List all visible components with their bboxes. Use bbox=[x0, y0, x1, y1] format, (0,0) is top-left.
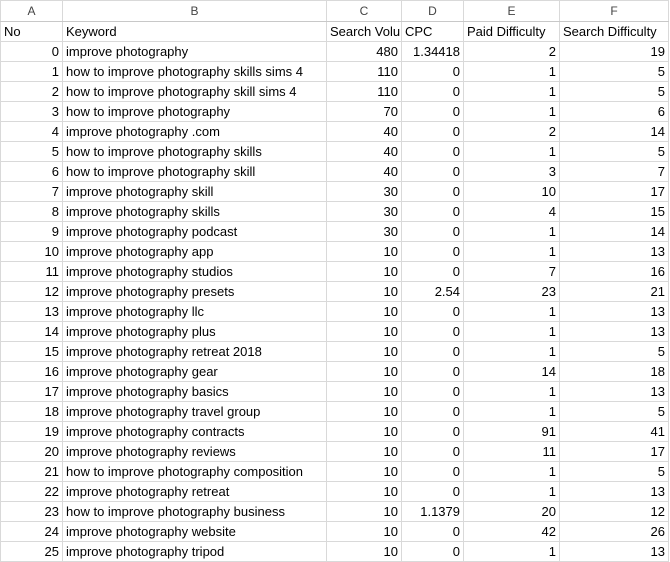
cell-search-difficulty[interactable]: 5 bbox=[560, 142, 669, 162]
cell-no[interactable]: 10 bbox=[1, 242, 63, 262]
table-row bbox=[1, 282, 669, 302]
header-search-volume[interactable]: Search Volu bbox=[327, 22, 402, 42]
cell-keyword[interactable]: improve photography tripod bbox=[63, 542, 327, 562]
cell-cpc[interactable]: 0 bbox=[402, 162, 464, 182]
table-row bbox=[1, 262, 669, 282]
cell-paid-difficulty[interactable]: 14 bbox=[464, 362, 560, 382]
table-row bbox=[1, 322, 669, 342]
cell-paid-difficulty[interactable]: 1 bbox=[464, 382, 560, 402]
cell-search-volume[interactable]: 70 bbox=[327, 102, 402, 122]
cell-search-difficulty[interactable]: 13 bbox=[560, 542, 669, 562]
cell-search-volume[interactable]: 110 bbox=[327, 82, 402, 102]
cell-no[interactable]: 20 bbox=[1, 442, 63, 462]
cell-search-difficulty[interactable]: 14 bbox=[560, 122, 669, 142]
cell-cpc[interactable]: 0 bbox=[402, 542, 464, 562]
cell-search-volume[interactable]: 10 bbox=[327, 342, 402, 362]
cell-no[interactable]: 17 bbox=[1, 382, 63, 402]
cell-search-difficulty[interactable]: 5 bbox=[560, 462, 669, 482]
cell-paid-difficulty[interactable]: 91 bbox=[464, 422, 560, 442]
cell-search-difficulty[interactable]: 13 bbox=[560, 242, 669, 262]
cell-search-volume[interactable]: 30 bbox=[327, 182, 402, 202]
cell-keyword[interactable]: improve photography presets bbox=[63, 282, 327, 302]
cell-search-volume[interactable]: 10 bbox=[327, 542, 402, 562]
cell-keyword[interactable]: improve photography reviews bbox=[63, 442, 327, 462]
cell-keyword[interactable]: how to improve photography skill bbox=[63, 162, 327, 182]
cell-keyword[interactable]: how to improve photography skills sims 4 bbox=[63, 62, 327, 82]
cell-search-difficulty[interactable]: 18 bbox=[560, 362, 669, 382]
table-row bbox=[1, 302, 669, 322]
cell-search-volume[interactable]: 30 bbox=[327, 222, 402, 242]
cell-no[interactable]: 7 bbox=[1, 182, 63, 202]
column-letter-row bbox=[1, 1, 669, 22]
cell-search-difficulty[interactable]: 26 bbox=[560, 522, 669, 542]
cell-search-difficulty[interactable]: 17 bbox=[560, 182, 669, 202]
cell-cpc[interactable]: 1.1379 bbox=[402, 502, 464, 522]
cell-keyword[interactable]: improve photography podcast bbox=[63, 222, 327, 242]
table-row bbox=[1, 542, 669, 562]
cell-paid-difficulty[interactable]: 1 bbox=[464, 482, 560, 502]
cell-paid-difficulty[interactable]: 1 bbox=[464, 542, 560, 562]
cell-cpc[interactable]: 0 bbox=[402, 122, 464, 142]
cell-search-volume[interactable]: 10 bbox=[327, 382, 402, 402]
cell-no[interactable]: 4 bbox=[1, 122, 63, 142]
cell-cpc[interactable]: 0 bbox=[402, 82, 464, 102]
cell-paid-difficulty[interactable]: 1 bbox=[464, 462, 560, 482]
cell-paid-difficulty[interactable]: 20 bbox=[464, 502, 560, 522]
cell-cpc[interactable]: 0 bbox=[402, 522, 464, 542]
cell-search-difficulty[interactable]: 21 bbox=[560, 282, 669, 302]
column-letter-f[interactable]: F bbox=[560, 1, 669, 22]
cell-no[interactable]: 1 bbox=[1, 62, 63, 82]
cell-paid-difficulty[interactable]: 1 bbox=[464, 62, 560, 82]
cell-cpc[interactable]: 0 bbox=[402, 202, 464, 222]
cell-keyword[interactable]: how to improve photography skill sims 4 bbox=[63, 82, 327, 102]
cell-paid-difficulty[interactable]: 1 bbox=[464, 102, 560, 122]
cell-no[interactable]: 21 bbox=[1, 462, 63, 482]
cell-no[interactable]: 19 bbox=[1, 422, 63, 442]
table-row bbox=[1, 122, 669, 142]
cell-search-volume[interactable]: 10 bbox=[327, 402, 402, 422]
cell-no[interactable]: 3 bbox=[1, 102, 63, 122]
cell-paid-difficulty[interactable]: 11 bbox=[464, 442, 560, 462]
cell-search-volume[interactable]: 10 bbox=[327, 242, 402, 262]
cell-paid-difficulty[interactable]: 10 bbox=[464, 182, 560, 202]
cell-keyword[interactable]: improve photography gear bbox=[63, 362, 327, 382]
cell-search-volume[interactable]: 10 bbox=[327, 302, 402, 322]
cell-keyword[interactable]: how to improve photography business bbox=[63, 502, 327, 522]
cell-search-volume[interactable]: 40 bbox=[327, 142, 402, 162]
cell-paid-difficulty[interactable]: 1 bbox=[464, 302, 560, 322]
cell-no[interactable]: 14 bbox=[1, 322, 63, 342]
cell-cpc[interactable]: 0 bbox=[402, 482, 464, 502]
cell-keyword[interactable]: how to improve photography composition bbox=[63, 462, 327, 482]
cell-keyword[interactable]: improve photography retreat 2018 bbox=[63, 342, 327, 362]
table-row bbox=[1, 142, 669, 162]
cell-no[interactable]: 15 bbox=[1, 342, 63, 362]
cell-no[interactable]: 25 bbox=[1, 542, 63, 562]
cell-search-difficulty[interactable]: 15 bbox=[560, 202, 669, 222]
cell-search-difficulty[interactable]: 41 bbox=[560, 422, 669, 442]
cell-search-volume[interactable]: 10 bbox=[327, 502, 402, 522]
cell-search-volume[interactable]: 10 bbox=[327, 482, 402, 502]
cell-keyword[interactable]: improve photography retreat bbox=[63, 482, 327, 502]
table-row bbox=[1, 202, 669, 222]
cell-no[interactable]: 8 bbox=[1, 202, 63, 222]
cell-search-difficulty[interactable]: 5 bbox=[560, 402, 669, 422]
cell-paid-difficulty[interactable]: 3 bbox=[464, 162, 560, 182]
table-row bbox=[1, 362, 669, 382]
cell-paid-difficulty[interactable]: 4 bbox=[464, 202, 560, 222]
cell-keyword[interactable]: improve photography bbox=[63, 42, 327, 62]
cell-cpc[interactable]: 0 bbox=[402, 242, 464, 262]
cell-cpc[interactable]: 0 bbox=[402, 302, 464, 322]
cell-search-difficulty[interactable]: 5 bbox=[560, 62, 669, 82]
cell-search-volume[interactable]: 40 bbox=[327, 122, 402, 142]
table-row bbox=[1, 222, 669, 242]
column-letter-e[interactable]: E bbox=[464, 1, 560, 22]
cell-no[interactable]: 18 bbox=[1, 402, 63, 422]
cell-no[interactable]: 11 bbox=[1, 262, 63, 282]
cell-search-difficulty[interactable]: 16 bbox=[560, 262, 669, 282]
cell-keyword[interactable]: improve photography llc bbox=[63, 302, 327, 322]
cell-paid-difficulty[interactable]: 1 bbox=[464, 142, 560, 162]
cell-no[interactable]: 24 bbox=[1, 522, 63, 542]
cell-search-difficulty[interactable]: 5 bbox=[560, 342, 669, 362]
cell-no[interactable]: 16 bbox=[1, 362, 63, 382]
cell-no[interactable]: 6 bbox=[1, 162, 63, 182]
cell-cpc[interactable]: 0 bbox=[402, 442, 464, 462]
table-row bbox=[1, 82, 669, 102]
cell-no[interactable]: 9 bbox=[1, 222, 63, 242]
table-row bbox=[1, 422, 669, 442]
cell-search-difficulty[interactable]: 6 bbox=[560, 102, 669, 122]
cell-paid-difficulty[interactable]: 1 bbox=[464, 222, 560, 242]
cell-paid-difficulty[interactable]: 1 bbox=[464, 82, 560, 102]
table-row bbox=[1, 42, 669, 62]
cell-paid-difficulty[interactable]: 1 bbox=[464, 342, 560, 362]
cell-keyword[interactable]: improve photography studios bbox=[63, 262, 327, 282]
cell-cpc[interactable]: 1.34418 bbox=[402, 42, 464, 62]
cell-no[interactable]: 22 bbox=[1, 482, 63, 502]
column-letter-c[interactable]: C bbox=[327, 1, 402, 22]
cell-keyword[interactable]: improve photography .com bbox=[63, 122, 327, 142]
cell-cpc[interactable]: 0 bbox=[402, 222, 464, 242]
cell-keyword[interactable]: improve photography app bbox=[63, 242, 327, 262]
cell-no[interactable]: 23 bbox=[1, 502, 63, 522]
header-search-difficulty[interactable]: Search Difficulty bbox=[560, 22, 669, 42]
table-row bbox=[1, 382, 669, 402]
cell-no[interactable]: 0 bbox=[1, 42, 63, 62]
cell-paid-difficulty[interactable]: 1 bbox=[464, 402, 560, 422]
column-letter-a[interactable]: A bbox=[1, 1, 63, 22]
header-cpc[interactable]: CPC bbox=[402, 22, 464, 42]
table-row bbox=[1, 442, 669, 462]
cell-no[interactable]: 13 bbox=[1, 302, 63, 322]
cell-no[interactable]: 2 bbox=[1, 82, 63, 102]
cell-cpc[interactable]: 0 bbox=[402, 422, 464, 442]
cell-cpc[interactable]: 0 bbox=[402, 402, 464, 422]
cell-search-volume[interactable]: 10 bbox=[327, 442, 402, 462]
table-row bbox=[1, 62, 669, 82]
cell-cpc[interactable]: 0 bbox=[402, 262, 464, 282]
cell-cpc[interactable]: 2.54 bbox=[402, 282, 464, 302]
cell-cpc[interactable]: 0 bbox=[402, 142, 464, 162]
table-row bbox=[1, 462, 669, 482]
table-row bbox=[1, 182, 669, 202]
cell-no[interactable]: 12 bbox=[1, 282, 63, 302]
column-letter-d[interactable]: D bbox=[402, 1, 464, 22]
cell-search-volume[interactable]: 10 bbox=[327, 262, 402, 282]
table-row bbox=[1, 482, 669, 502]
cell-keyword[interactable]: how to improve photography bbox=[63, 102, 327, 122]
cell-paid-difficulty[interactable]: 7 bbox=[464, 262, 560, 282]
header-paid-difficulty[interactable]: Paid Difficulty bbox=[464, 22, 560, 42]
header-row bbox=[1, 22, 669, 42]
cell-search-difficulty[interactable]: 13 bbox=[560, 302, 669, 322]
cell-cpc[interactable]: 0 bbox=[402, 322, 464, 342]
cell-search-difficulty[interactable]: 13 bbox=[560, 322, 669, 342]
cell-search-volume[interactable]: 10 bbox=[327, 422, 402, 442]
cell-cpc[interactable]: 0 bbox=[402, 342, 464, 362]
cell-search-difficulty[interactable]: 13 bbox=[560, 482, 669, 502]
cell-paid-difficulty[interactable]: 2 bbox=[464, 122, 560, 142]
cell-search-volume[interactable]: 10 bbox=[327, 462, 402, 482]
cell-search-volume[interactable]: 10 bbox=[327, 362, 402, 382]
cell-search-difficulty[interactable]: 14 bbox=[560, 222, 669, 242]
table-row bbox=[1, 242, 669, 262]
cell-search-difficulty[interactable]: 12 bbox=[560, 502, 669, 522]
table-row bbox=[1, 402, 669, 422]
header-no[interactable]: No bbox=[1, 22, 63, 42]
cell-no[interactable]: 5 bbox=[1, 142, 63, 162]
cell-cpc[interactable]: 0 bbox=[402, 462, 464, 482]
table-row bbox=[1, 102, 669, 122]
cell-cpc[interactable]: 0 bbox=[402, 362, 464, 382]
cell-search-volume[interactable]: 10 bbox=[327, 282, 402, 302]
cell-paid-difficulty[interactable]: 42 bbox=[464, 522, 560, 542]
cell-keyword[interactable]: improve photography plus bbox=[63, 322, 327, 342]
cell-search-volume[interactable]: 40 bbox=[327, 162, 402, 182]
table-row bbox=[1, 342, 669, 362]
table-row bbox=[1, 162, 669, 182]
cell-paid-difficulty[interactable]: 1 bbox=[464, 322, 560, 342]
cell-keyword[interactable]: improve photography skill bbox=[63, 182, 327, 202]
cell-paid-difficulty[interactable]: 2 bbox=[464, 42, 560, 62]
cell-search-difficulty[interactable]: 17 bbox=[560, 442, 669, 462]
cell-search-volume[interactable]: 110 bbox=[327, 62, 402, 82]
cell-keyword[interactable]: improve photography skills bbox=[63, 202, 327, 222]
cell-search-volume[interactable]: 30 bbox=[327, 202, 402, 222]
cell-keyword[interactable]: improve photography travel group bbox=[63, 402, 327, 422]
cell-search-volume[interactable]: 10 bbox=[327, 322, 402, 342]
column-letter-b[interactable]: B bbox=[63, 1, 327, 22]
cell-search-difficulty[interactable]: 13 bbox=[560, 382, 669, 402]
cell-search-volume[interactable]: 10 bbox=[327, 522, 402, 542]
cell-keyword[interactable]: improve photography basics bbox=[63, 382, 327, 402]
cell-cpc[interactable]: 0 bbox=[402, 382, 464, 402]
cell-cpc[interactable]: 0 bbox=[402, 62, 464, 82]
cell-keyword[interactable]: how to improve photography skills bbox=[63, 142, 327, 162]
cell-paid-difficulty[interactable]: 1 bbox=[464, 242, 560, 262]
cell-keyword[interactable]: improve photography contracts bbox=[63, 422, 327, 442]
cell-paid-difficulty[interactable]: 23 bbox=[464, 282, 560, 302]
cell-search-difficulty[interactable]: 5 bbox=[560, 82, 669, 102]
cell-search-difficulty[interactable]: 7 bbox=[560, 162, 669, 182]
cell-cpc[interactable]: 0 bbox=[402, 102, 464, 122]
header-keyword[interactable]: Keyword bbox=[63, 22, 327, 42]
cell-keyword[interactable]: improve photography website bbox=[63, 522, 327, 542]
cell-search-difficulty[interactable]: 19 bbox=[560, 42, 669, 62]
table-row bbox=[1, 502, 669, 522]
table-row bbox=[1, 522, 669, 542]
cell-cpc[interactable]: 0 bbox=[402, 182, 464, 202]
cell-search-volume[interactable]: 480 bbox=[327, 42, 402, 62]
